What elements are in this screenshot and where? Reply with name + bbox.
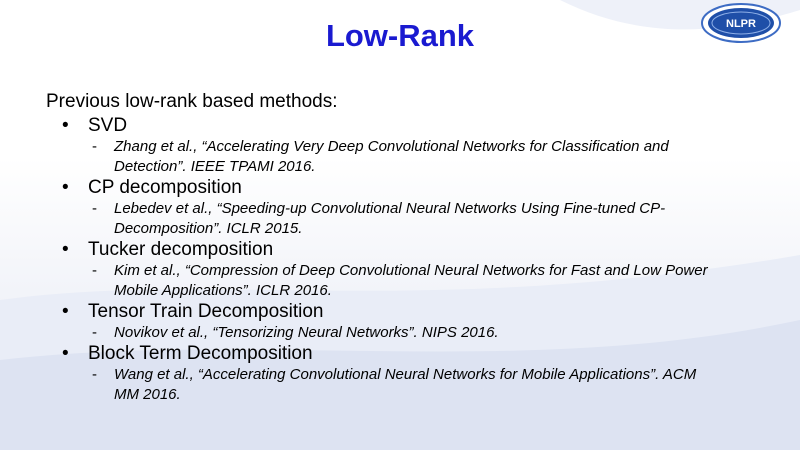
institute-logo <box>700 2 782 44</box>
bullet-icon: • <box>62 301 69 322</box>
method-list <box>62 115 782 405</box>
reference-text: Zhang et al., “Accelerating Very Deep Convolutional Networks for Classification and Detection”. IEEE TPAMI 2016. <box>114 138 669 175</box>
reference-text: Wang et al., “Accelerating Convolutional Neural Networks for Mobile Applications”. ACM MM 2016. <box>114 366 697 403</box>
list-item <box>62 239 782 301</box>
dash-marker: - <box>92 262 97 279</box>
method-label: Tensor Train Decomposition <box>88 301 324 322</box>
dash-marker: - <box>92 200 97 217</box>
intro-text: Previous low-rank based methods: <box>46 91 338 112</box>
list-item <box>62 115 782 177</box>
list-item <box>62 301 782 343</box>
list-item <box>62 343 782 405</box>
dash-marker: - <box>92 324 97 341</box>
slide-title: Low-Rank <box>325 18 475 53</box>
method-label: CP decomposition <box>88 177 242 198</box>
dash-marker: - <box>92 366 97 383</box>
reference-text: Kim et al., “Compression of Deep Convolutional Neural Networks for Fast and Low Power Mobile Applications”. ICLR 2016. <box>114 262 708 299</box>
bullet-icon: • <box>62 343 69 364</box>
bullet-icon: • <box>62 239 69 260</box>
list-item <box>62 177 782 239</box>
reference-text: Novikov et al., “Tensorizing Neural Networks”. NIPS 2016. <box>114 324 499 341</box>
method-label: Tucker decomposition <box>88 239 274 260</box>
svg-text:NLPR: NLPR <box>726 18 756 30</box>
reference-text: Lebedev et al., “Speeding-up Convolutional Neural Networks Using Fine-tuned CP- Decomposition”. ICLR 2015. <box>114 200 666 237</box>
bullet-icon: • <box>62 115 69 136</box>
dash-marker: - <box>92 138 97 155</box>
method-label: SVD <box>88 115 128 136</box>
bullet-icon: • <box>62 177 69 198</box>
method-label: Block Term Decomposition <box>88 343 313 364</box>
